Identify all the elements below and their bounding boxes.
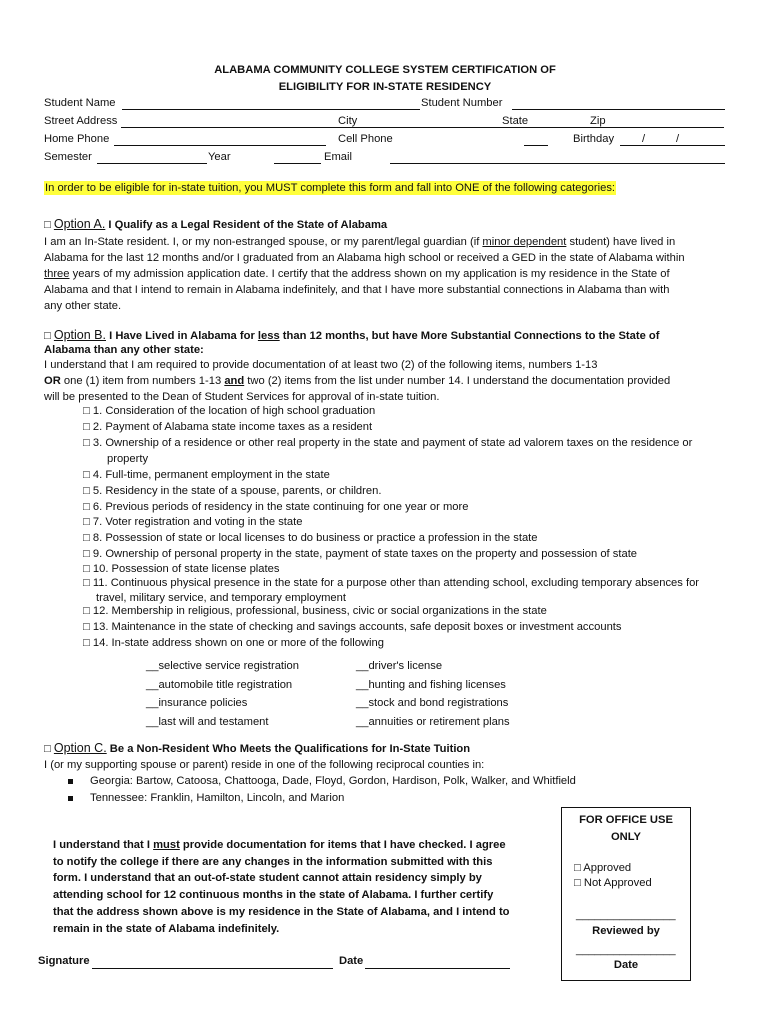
option-b-text: I understand that I am required to provide documentation of at least two (2) of the following items, numbers 1-13 OR one (1) item from numbers 1-13 and two (2) items from the list under number 14. I understand the documentation provided will be presented to the Dean of Student Services for approval of in-state tuition. [44,359,671,403]
eligibility-notice: In order to be eligible for in-state tuition, you MUST complete this form and fall into ONE of the following categories: [45,182,616,194]
item-checkbox[interactable]: □ [83,637,90,649]
student-name-field[interactable] [122,109,420,110]
year-field[interactable] [274,163,321,164]
option-b-checkbox[interactable]: □ [44,330,51,342]
item-checkbox[interactable]: □ [83,469,90,481]
birthday-label: Birthday [573,133,615,145]
cell-phone-label: Cell Phone [338,133,393,145]
option-a-checkbox[interactable]: □ [44,219,51,231]
option-c-label: Option C. [53,741,107,755]
home-phone-label: Home Phone [44,133,110,145]
date-label: Date [339,955,364,967]
zip-label: Zip [590,115,606,127]
list-item: □ 8. Possession of state or local licenses to do business or practice a profession in the state [83,532,538,544]
list-item: Georgia: Bartow, Catoosa, Chattooga, Dade, Floyd, Gordon, Hardison, Polk, Walker, and Whitfield [90,775,576,787]
item-checkbox[interactable]: □ [83,605,90,617]
option-c-title: Be a Non-Resident Who Meets the Qualifications for In-State Tuition [109,743,471,755]
item-checkbox[interactable]: □ [83,501,90,513]
option-c-heading [44,741,470,755]
date-field[interactable] [365,968,510,969]
option-a-text: I am an In-State resident. I, or my non-estranged spouse, or my parent/legal guardian (if minor dependent student) have lived in Alabama for the last 12 months and/or I graduated from an Alabama high school or received a GED in the state of Alabama within three years of my admission application date. I certify that the address shown on my application is my residence in the State of Alabama and that I intend to remain in Alabama indefinitely, and that I have more substantial connections in Alabama than with any other state. [44,236,685,312]
item-checkbox[interactable]: □ [83,563,90,575]
list-item: □ 2. Payment of Alabama state income taxes as a resident [83,421,373,433]
form-title-line2: ELIGIBILITY FOR IN-STATE RESIDENCY [278,81,492,93]
list-item: □ 6. Previous periods of residency in the state continuing for one year or more [83,501,469,513]
option-c-text: I (or my supporting spouse or parent) reside in one of the following reciprocal counties in: [44,759,485,771]
list-item: □ 13. Maintenance in the state of checking and savings accounts, safe deposit boxes or investment accounts [83,621,622,633]
bullet-icon [68,779,73,784]
approved-checkbox[interactable]: □ [574,862,581,874]
list-item: □ 9. Ownership of personal property in the state, payment of state taxes on the property and possession of state [83,548,638,560]
student-number-field[interactable] [512,109,725,110]
item-checkbox[interactable]: □ [83,485,90,497]
not-approved-checkbox[interactable]: □ [574,877,581,889]
year-label: Year [208,151,231,163]
form-title-line1: ALABAMA COMMUNITY COLLEGE SYSTEM CERTIFICATION OF [214,64,556,76]
item-checkbox[interactable]: □ [83,532,90,544]
doc-item[interactable]: __stock and bond registrations [356,697,509,709]
item-checkbox[interactable]: □ [83,621,90,633]
student-number-label: Student Number [421,97,503,109]
office-date-label: Date [613,959,639,971]
list-item: □ 11. Continuous physical presence in the state for a purpose other than attending school, excluding temporary absences for [83,577,700,589]
item-checkbox[interactable]: □ [83,577,90,589]
office-use-box [561,807,691,981]
semester-label: Semester [44,151,92,163]
signature-field[interactable] [92,968,333,969]
list-item: Tennessee: Franklin, Hamilton, Lincoln, and Marion [90,792,345,804]
list-item-continuation: property [107,453,149,465]
option-b-title-line2: Alabama than any other state: [44,344,204,356]
list-item: □ 14. In-state address shown on one or more of the following [83,637,384,649]
semester-field[interactable] [97,163,207,164]
doc-item[interactable]: __hunting and fishing licenses [356,678,506,691]
state-label: State [502,115,529,127]
reviewed-by-field[interactable]: ________________ [576,909,676,921]
option-a-title: I Qualify as a Legal Resident of the State of Alabama [108,219,388,231]
list-item-continuation: travel, military service, and temporary employment [96,592,346,604]
list-item: □ 4. Full-time, permanent employment in the state [83,469,330,481]
option-a-heading [44,217,387,231]
doc-item[interactable]: __annuities or retirement plans [356,715,510,728]
list-item: □ 5. Residency in the state of a spouse, parents, or children. [83,485,382,497]
doc-item[interactable]: __automobile title registration [146,678,293,691]
doc-item[interactable]: __driver's license [356,660,443,672]
item-checkbox[interactable]: □ [83,516,90,528]
approved-option[interactable]: □ Approved [574,862,632,874]
option-b-heading: □ Option B. I Have Lived in Alabama for less than 12 months, but have More Substantial Connections to the State of [44,328,660,342]
item-checkbox[interactable]: □ [83,437,90,449]
birthday-slash-2: / [676,133,680,145]
certification-statement: I understand that I must provide documentation for items that I have checked. I agree to notify the college if there are any changes in the information submitted with this form. I understand that an out-of-state student cannot attain residency simply by attending school for 12 continuous months in the state of Alabama. I further certify that the address shown above is my residence in the State of Alabama, and I intend to remain in the state of Alabama indefinitely. [53,839,510,935]
option-b-label: Option B. [53,328,106,342]
birthday-slash-1: / [642,133,646,145]
street-address-label: Street Address [44,115,118,127]
birthday-field[interactable] [620,145,725,146]
office-date-field[interactable]: ________________ [576,944,676,956]
signature-label: Signature [38,955,90,967]
list-item: □ 1. Consideration of the location of high school graduation [83,405,376,417]
list-item: □ 3. Ownership of a residence or other real property in the state and payment of state ad valorem taxes on the residence or [83,437,693,449]
not-approved-option[interactable]: □ Not Approved [574,877,652,889]
item-checkbox[interactable]: □ [83,405,90,417]
city-label: City [338,115,358,127]
email-label: Email [324,151,352,163]
option-c-checkbox[interactable]: □ [44,743,51,755]
cell-phone-field[interactable] [524,145,548,146]
reviewed-by-label: Reviewed by [592,925,660,937]
option-a-label: Option A. [53,217,106,231]
list-item: □ 12. Membership in religious, professional, business, civic or social organizations in the state [83,605,547,617]
doc-item[interactable]: __insurance policies [146,697,248,709]
office-use-title-line2: ONLY [610,831,642,843]
docs-right-list [356,657,510,731]
doc-item[interactable]: __last will and testament [146,715,269,728]
list-item: □ 7. Voter registration and voting in the state [83,516,303,528]
item-checkbox[interactable]: □ [83,548,90,560]
docs-left-list [146,657,299,731]
email-field[interactable] [390,163,725,164]
student-name-label: Student Name [44,97,116,109]
bullet-icon [68,796,73,801]
doc-item[interactable]: __selective service registration [146,660,299,672]
street-address-field[interactable] [121,127,724,128]
list-item: □ 10. Possession of state license plates [83,563,280,575]
home-phone-field[interactable] [114,145,326,146]
item-checkbox[interactable]: □ [83,421,90,433]
office-use-title: FOR OFFICE USE [579,814,673,826]
